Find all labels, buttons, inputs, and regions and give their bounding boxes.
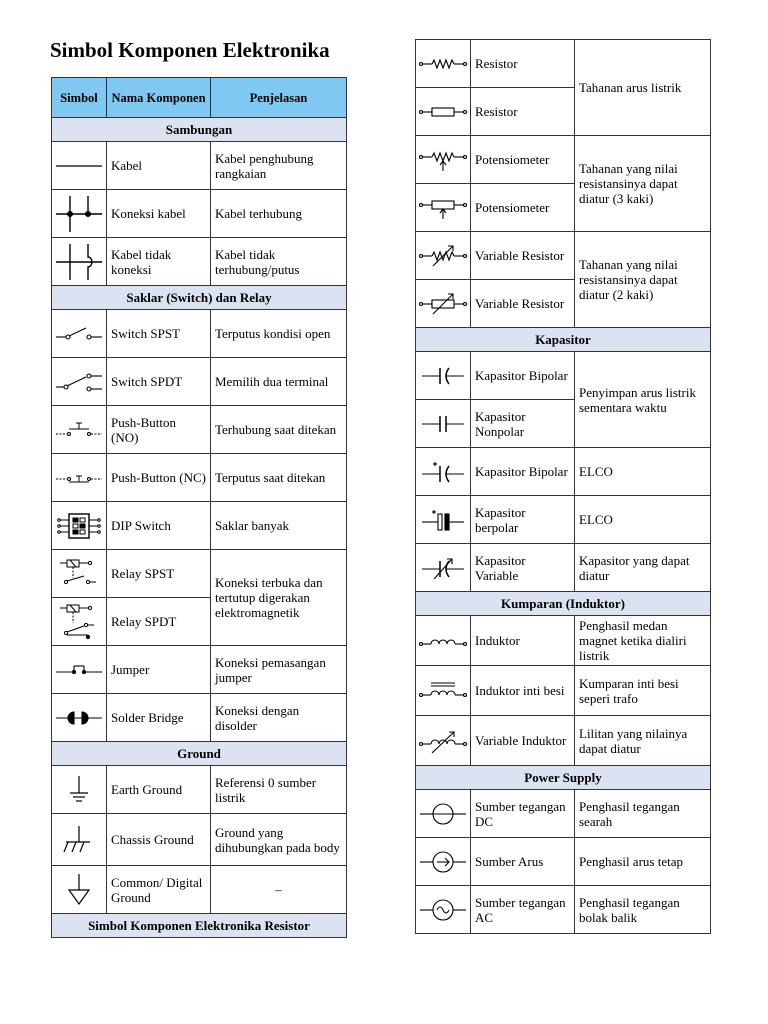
- right-symbol-table: [415, 39, 711, 934]
- variable-inductor-icon: [416, 727, 470, 755]
- capacitor-nonpolar-icon: [416, 409, 470, 439]
- table-row: [52, 358, 347, 406]
- component-desc: Lilitan yang nilainya dapat diatur: [575, 716, 711, 766]
- component-name: Kabel: [107, 142, 211, 190]
- table-row: [52, 550, 347, 598]
- component-name: Switch SPDT: [107, 358, 211, 406]
- table-row: [52, 694, 347, 742]
- component-name: Sumber tegangan DC: [471, 790, 575, 838]
- table-row: [52, 646, 347, 694]
- table-row: [52, 406, 347, 454]
- table-row: [416, 40, 711, 88]
- earth-ground-icon: [52, 771, 106, 809]
- pushbutton-no-icon: [52, 415, 106, 445]
- capacitor-polar-elco-icon: [416, 505, 470, 535]
- component-desc: Penghasil medan magnet ketika dialiri listrik: [575, 616, 711, 666]
- resistor-zigzag-icon: [416, 52, 470, 76]
- solder-bridge-icon: [52, 703, 106, 733]
- inductor-icon: [416, 629, 470, 653]
- jumper-icon: [52, 655, 106, 685]
- dc-voltage-source-icon: [416, 799, 470, 829]
- table-row: [416, 716, 711, 766]
- capacitor-bipolar-icon: [416, 361, 470, 391]
- component-name: Resistor: [471, 88, 575, 136]
- section-header-kapasitor: Kapasitor: [416, 328, 711, 352]
- component-name: Potensiometer: [471, 136, 575, 184]
- component-name: Push-Button (NO): [107, 406, 211, 454]
- section-header-power-supply: Power Supply: [416, 766, 711, 790]
- table-row: [416, 666, 711, 716]
- table-row: [416, 616, 711, 666]
- component-name: Earth Ground: [107, 766, 211, 814]
- component-name: Jumper: [107, 646, 211, 694]
- resistor-box-icon: [416, 100, 470, 124]
- relay-spst-icon: [52, 554, 106, 594]
- table-row: [52, 142, 347, 190]
- capacitor-variable-icon: [416, 553, 470, 583]
- component-name: Variable Resistor: [471, 232, 575, 280]
- component-name: Relay SPST: [107, 550, 211, 598]
- wire-crossover-icon: [52, 240, 106, 284]
- table-row: [416, 838, 711, 886]
- wire-junction-icon: [52, 192, 106, 236]
- component-desc: Terputus kondisi open: [211, 310, 347, 358]
- current-source-icon: [416, 847, 470, 877]
- component-name: Kapasitor berpolar: [471, 496, 575, 544]
- digital-ground-icon: [52, 870, 106, 910]
- switch-spdt-icon: [52, 367, 106, 397]
- component-desc: Tahanan yang nilai resistansinya dapat diatur (3 kaki): [575, 136, 711, 232]
- component-name: Resistor: [471, 40, 575, 88]
- component-desc: Kabel penghubung rangkaian: [211, 142, 347, 190]
- table-row: [416, 232, 711, 280]
- variable-resistor-box-icon: [416, 289, 470, 319]
- component-name: Relay SPDT: [107, 598, 211, 646]
- relay-spdt-icon: [52, 601, 106, 643]
- table-row: [416, 790, 711, 838]
- component-desc: Tahanan yang nilai resistansinya dapat diatur (2 kaki): [575, 232, 711, 328]
- component-desc: Penyimpan arus listrik sementara waktu: [575, 352, 711, 448]
- pushbutton-nc-icon: [52, 463, 106, 493]
- table-row: [52, 814, 347, 866]
- table-row: [52, 310, 347, 358]
- table-header-row: [52, 78, 347, 118]
- component-desc: Ground yang dihubungkan pada body: [211, 814, 347, 866]
- component-desc: Tahanan arus listrik: [575, 40, 711, 136]
- table-row: [416, 544, 711, 592]
- component-desc: Terputus saat ditekan: [211, 454, 347, 502]
- header-name: Nama Komponen: [107, 78, 211, 118]
- table-footer-resistor: Simbol Komponen Elektronika Resistor: [52, 914, 347, 938]
- table-row: [52, 766, 347, 814]
- component-name: Kabel tidak koneksi: [107, 238, 211, 286]
- component-name: Koneksi kabel: [107, 190, 211, 238]
- component-name: Switch SPST: [107, 310, 211, 358]
- component-name: Induktor inti besi: [471, 666, 575, 716]
- switch-spst-icon: [52, 319, 106, 349]
- component-name: Kapasitor Nonpolar: [471, 400, 575, 448]
- component-name: Sumber tegangan AC: [471, 886, 575, 934]
- component-desc: Koneksi terbuka dan tertutup digerakan elektromagnetik: [211, 550, 347, 646]
- component-name: Variable Resistor: [471, 280, 575, 328]
- component-desc: Penghasil tegangan searah: [575, 790, 711, 838]
- iron-core-inductor-icon: [416, 678, 470, 704]
- component-desc: Koneksi dengan disolder: [211, 694, 347, 742]
- section-header-ground: Ground: [52, 742, 347, 766]
- table-row: [52, 502, 347, 550]
- component-desc: Kumparan inti besi seperi trafo: [575, 666, 711, 716]
- table-row: [416, 496, 711, 544]
- section-header-kumparan: Kumparan (Induktor): [416, 592, 711, 616]
- component-desc: Kabel tidak terhubung/putus: [211, 238, 347, 286]
- component-desc: Terhubung saat ditekan: [211, 406, 347, 454]
- component-desc: Penghasil arus tetap: [575, 838, 711, 886]
- header-desc: Penjelasan: [211, 78, 347, 118]
- page-title: Simbol Komponen Elektronika: [50, 38, 330, 62]
- dip-switch-icon: [52, 509, 106, 543]
- table-row: [416, 352, 711, 400]
- table-row: [52, 238, 347, 286]
- ac-voltage-source-icon: [416, 895, 470, 925]
- component-name: Induktor: [471, 616, 575, 666]
- component-name: Chassis Ground: [107, 814, 211, 866]
- component-name: Kapasitor Variable: [471, 544, 575, 592]
- component-name: Push-Button (NC): [107, 454, 211, 502]
- potentiometer-box-icon: [416, 193, 470, 223]
- component-desc: ELCO: [575, 448, 711, 496]
- table-row: [416, 448, 711, 496]
- component-name: Kapasitor Bipolar: [471, 448, 575, 496]
- left-symbol-table: [51, 77, 347, 938]
- component-desc: Kapasitor yang dapat diatur: [575, 544, 711, 592]
- component-name: Solder Bridge: [107, 694, 211, 742]
- component-name: Sumber Arus: [471, 838, 575, 886]
- potentiometer-zigzag-icon: [416, 145, 470, 175]
- component-name: Kapasitor Bipolar: [471, 352, 575, 400]
- table-row: [416, 886, 711, 934]
- component-desc: ELCO: [575, 496, 711, 544]
- component-desc: –: [211, 866, 347, 914]
- component-desc: Saklar banyak: [211, 502, 347, 550]
- table-row: [52, 190, 347, 238]
- component-desc: Memilih dua terminal: [211, 358, 347, 406]
- chassis-ground-icon: [52, 820, 106, 860]
- component-desc: Koneksi pemasangan jumper: [211, 646, 347, 694]
- component-desc: Kabel terhubung: [211, 190, 347, 238]
- capacitor-bipolar-elco-icon: [416, 457, 470, 487]
- component-desc: Referensi 0 sumber listrik: [211, 766, 347, 814]
- header-symbol: Simbol: [52, 78, 107, 118]
- variable-resistor-zigzag-icon: [416, 241, 470, 271]
- component-name: Variable Induktor: [471, 716, 575, 766]
- table-row: [52, 866, 347, 914]
- table-row: [52, 454, 347, 502]
- wire-icon: [52, 146, 106, 186]
- table-row: [416, 136, 711, 184]
- component-name: Potensiometer: [471, 184, 575, 232]
- component-name: DIP Switch: [107, 502, 211, 550]
- component-desc: Penghasil tegangan bolak balik: [575, 886, 711, 934]
- section-header-sambungan: Sambungan: [52, 118, 347, 142]
- section-header-saklar: Saklar (Switch) dan Relay: [52, 286, 347, 310]
- component-name: Common/ Digital Ground: [107, 866, 211, 914]
